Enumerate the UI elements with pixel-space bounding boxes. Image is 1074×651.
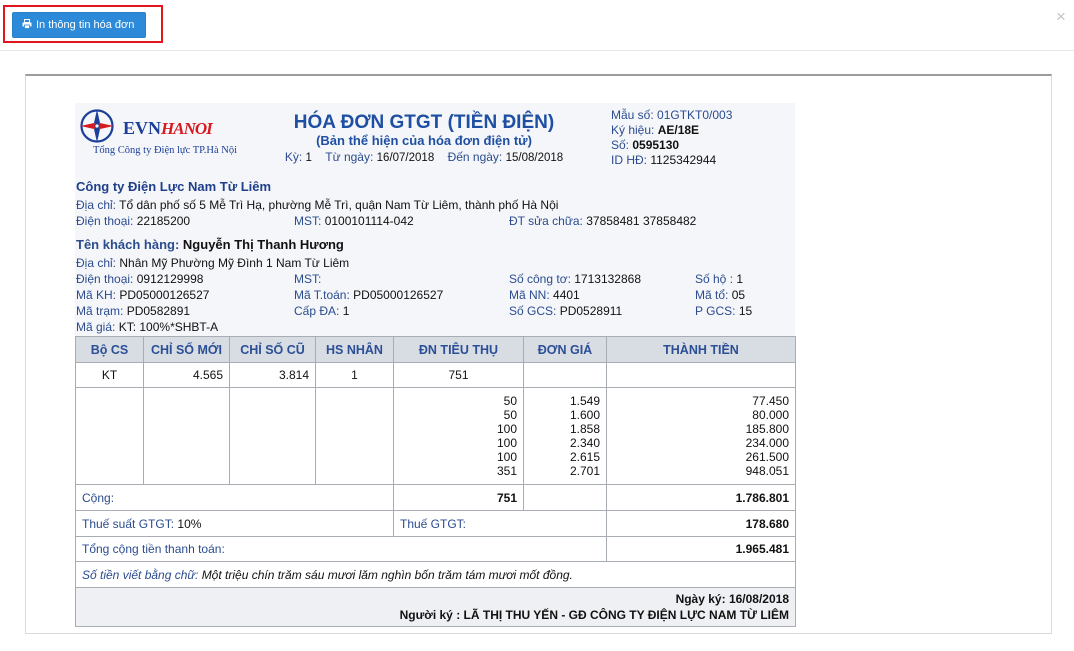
subtotal-label: Cộng: (76, 485, 394, 511)
vat-label: Thuế GTGT: (394, 511, 607, 537)
form-template-value: 01GTKT0/003 (657, 108, 733, 122)
empty-cell (524, 485, 607, 511)
detail-value: PD05000126527 (353, 288, 444, 302)
tier-kwh: 50 (503, 408, 517, 422)
amount-in-words-label: Số tiền viết bằng chữ: (82, 567, 199, 582)
column-header-new-reading: CHỈ SỐ MỚI (144, 337, 230, 363)
table-row (76, 363, 796, 388)
tier-amount: 185.800 (745, 422, 789, 436)
seller-address-label: Địa chỉ: (76, 198, 117, 212)
column-header-amount: THÀNH TIỀN (607, 337, 796, 363)
detail-label: Mã tổ: (695, 288, 729, 302)
tier-kwh-cell (394, 388, 524, 485)
form-template (611, 108, 732, 122)
repair-phone-label: ĐT sửa chữa: (509, 214, 583, 228)
total-amount: 1.965.481 (607, 537, 796, 562)
tier-amount: 234.000 (745, 436, 789, 450)
form-number (611, 138, 679, 152)
reading-period (695, 304, 752, 318)
tier-amount: 80.000 (752, 408, 789, 422)
tier-kwh: 100 (496, 422, 517, 436)
table-header-row (76, 337, 796, 363)
column-header-old-reading: CHỈ SỐ CŨ (230, 337, 316, 363)
signature-cell (76, 588, 796, 627)
total-row (76, 537, 796, 562)
tier-amount-cell (607, 388, 796, 485)
consumption-table (75, 336, 796, 627)
tier-price: 2.340 (569, 436, 600, 450)
seller-phone-label: Điện thoại: (76, 214, 134, 228)
sector-code (509, 288, 580, 302)
detail-value: 0912129998 (136, 272, 204, 286)
form-number-label: Số: (611, 138, 630, 152)
detail-label: Mã T.toán: (294, 288, 350, 302)
print-button-label: In thông tin hóa đơn (36, 19, 135, 31)
customer-address-value: Nhân Mỹ Phường Mỹ Đình 1 Nam Từ Liêm (119, 256, 350, 270)
column-header-consumption: ĐN TIÊU THỤ (394, 337, 524, 363)
bo-cs-cell: KT (76, 363, 144, 388)
tier-amount: 77.450 (752, 394, 789, 408)
seller-phone (76, 214, 190, 228)
seller-tax-code (294, 214, 414, 228)
tier-price: 1.549 (569, 394, 600, 408)
empty-cell (230, 388, 316, 485)
vat-rate-label: Thuế suất GTGT: (82, 516, 175, 531)
tier-kwh: 100 (496, 436, 517, 450)
brand-name (123, 118, 212, 140)
customer-phone (76, 272, 203, 286)
tier-price: 1.600 (569, 408, 600, 422)
detail-value: PD0528911 (559, 304, 623, 318)
customer-code (76, 288, 209, 302)
tier-kwh: 351 (496, 464, 517, 478)
meter-number (509, 272, 641, 286)
old-reading-cell: 3.814 (230, 363, 316, 388)
signer-label: Người ký : (399, 608, 461, 622)
price-code-value: KT: 100%*SHBT-A (118, 320, 219, 334)
signer (82, 607, 789, 623)
detail-value: 1 (342, 304, 350, 318)
detail-value: 05 (731, 288, 746, 302)
customer-name (76, 238, 344, 252)
signer-value: LÃ THỊ THU YẾN - GĐ CÔNG TY ĐIỆN LỰC NAM TỪ LIÊM (463, 608, 789, 622)
sign-date-label: Ngày ký: (675, 592, 726, 606)
seller-tax-code-label: MST: (294, 214, 322, 228)
column-header-multiplier: HS NHÂN (316, 337, 394, 363)
vat-amount: 178.680 (607, 511, 796, 537)
invoice-id (611, 153, 716, 167)
close-icon: × (1056, 7, 1066, 26)
invoice-title: HÓA ĐƠN GTGT (TIỀN ĐIỆN) (293, 112, 555, 133)
detail-label: P GCS: (695, 304, 736, 318)
detail-label: Mã trạm: (76, 304, 124, 318)
detail-label: Mã KH: (76, 288, 117, 302)
vat-row (76, 511, 796, 537)
tier-amount: 948.051 (745, 464, 789, 478)
brand-evn: EVN (123, 118, 162, 138)
seller-phone-value: 22185200 (136, 214, 191, 228)
price-code-label: Mã giá: (76, 320, 116, 334)
tier-row (76, 388, 796, 485)
amount-cell (607, 363, 796, 388)
tier-kwh: 50 (503, 394, 517, 408)
from-date-value: 16/07/2018 (376, 152, 435, 164)
seller-address-value: Tổ dân phố số 5 Mễ Trì Hạ, phường Mễ Trì, quận Nam Từ Liêm, thành phố Hà Nội (119, 198, 559, 212)
detail-value: 1713132868 (574, 272, 641, 286)
detail-value: PD0582891 (126, 304, 191, 318)
printer-icon (22, 14, 32, 24)
seller-address (76, 198, 558, 212)
seller-tax-code-value: 0100101114-042 (324, 214, 414, 228)
seller-name: Công ty Điện Lực Nam Từ Liêm (76, 179, 272, 194)
tier-amount: 261.500 (745, 450, 789, 464)
cycle-label: Kỳ: (284, 150, 303, 164)
voltage-level (294, 304, 349, 318)
detail-label: Điện thoại: (76, 272, 134, 286)
header-divider (0, 50, 1074, 51)
tier-price: 2.615 (569, 450, 600, 464)
tier-price-cell (524, 388, 607, 485)
customer-name-value: Nguyễn Thị Thanh Hương (182, 237, 344, 252)
brand-hanoi: HANOI (161, 119, 212, 138)
household-count (695, 272, 743, 286)
to-date-value: 15/08/2018 (505, 152, 564, 164)
invoice-document (75, 103, 795, 626)
form-serial-value: AE/18E (657, 123, 700, 137)
detail-label: Cấp ĐA: (294, 304, 340, 318)
group-code (695, 288, 745, 302)
repair-phone-value: 37858481 37858482 (586, 214, 697, 228)
detail-label: Số GCS: (509, 304, 557, 318)
billing-period (265, 150, 583, 165)
price-code (76, 320, 218, 334)
seller-repair-phone (509, 214, 696, 228)
sign-date (82, 591, 789, 607)
unit-price-cell (524, 363, 607, 388)
invoice-id-value: 1125342944 (650, 153, 717, 167)
corporation-name: Tổng Công ty Điện lực TP.Hà Nội (93, 145, 238, 156)
multiplier-cell: 1 (316, 363, 394, 388)
form-number-value: 0595130 (632, 138, 680, 152)
detail-value: 1 (736, 272, 744, 286)
cycle-value: 1 (305, 152, 312, 164)
empty-cell (144, 388, 230, 485)
column-header-unit-price: ĐƠN GIÁ (524, 337, 607, 363)
customer-address-label: Địa chỉ: (76, 256, 117, 270)
detail-value: PD05000126527 (119, 288, 210, 302)
vat-rate-value: 10% (177, 516, 202, 531)
print-invoice-button[interactable] (12, 12, 146, 38)
subtotal-row (76, 485, 796, 511)
amount-in-words-value: Một triệu chín trăm sáu mươi lăm nghìn bốn trăm tám mươi mốt đồng. (201, 567, 573, 582)
detail-label: Số công tơ: (509, 272, 571, 286)
subtotal-amount: 1.786.801 (607, 485, 796, 511)
invoice-id-label: ID HĐ: (611, 153, 647, 167)
tier-price: 1.858 (569, 422, 600, 436)
detail-label: Mã NN: (509, 288, 550, 302)
form-serial (611, 123, 699, 137)
amount-in-words-cell (76, 562, 796, 588)
detail-value: 15 (738, 304, 753, 318)
empty-cell (316, 388, 394, 485)
new-reading-cell: 4.565 (144, 363, 230, 388)
customer-name-label: Tên khách hàng: (76, 237, 180, 252)
sign-date-value: 16/08/2018 (728, 592, 789, 606)
subtotal-kwh: 751 (394, 485, 524, 511)
close-button[interactable] (1054, 7, 1068, 27)
evn-logo-icon (79, 108, 115, 144)
reading-book-code (509, 304, 622, 318)
form-template-label: Mẫu số: (611, 108, 654, 122)
station-code (76, 304, 190, 318)
amount-in-words-row (76, 562, 796, 588)
from-date-label: Từ ngày: (325, 150, 374, 164)
customer-tax-code (294, 272, 321, 286)
invoice-subtitle: (Bản thể hiện của hóa đơn điện tử) (316, 133, 532, 148)
payment-code (294, 288, 443, 302)
tier-price: 2.701 (569, 464, 600, 478)
to-date-label: Đến ngày: (447, 150, 503, 164)
signature-row (76, 588, 796, 627)
total-label: Tổng cộng tiền thanh toán: (76, 537, 607, 562)
vat-rate-cell (76, 511, 394, 537)
empty-cell (76, 388, 144, 485)
detail-label: Số hộ : (695, 272, 734, 286)
detail-value: 4401 (553, 288, 580, 302)
consumption-cell: 751 (394, 363, 524, 388)
customer-address (76, 256, 349, 270)
detail-label: MST: (294, 272, 322, 286)
form-serial-label: Ký hiệu: (611, 123, 655, 137)
column-header-bo-cs: Bộ CS (76, 337, 144, 363)
tier-kwh: 100 (496, 450, 517, 464)
